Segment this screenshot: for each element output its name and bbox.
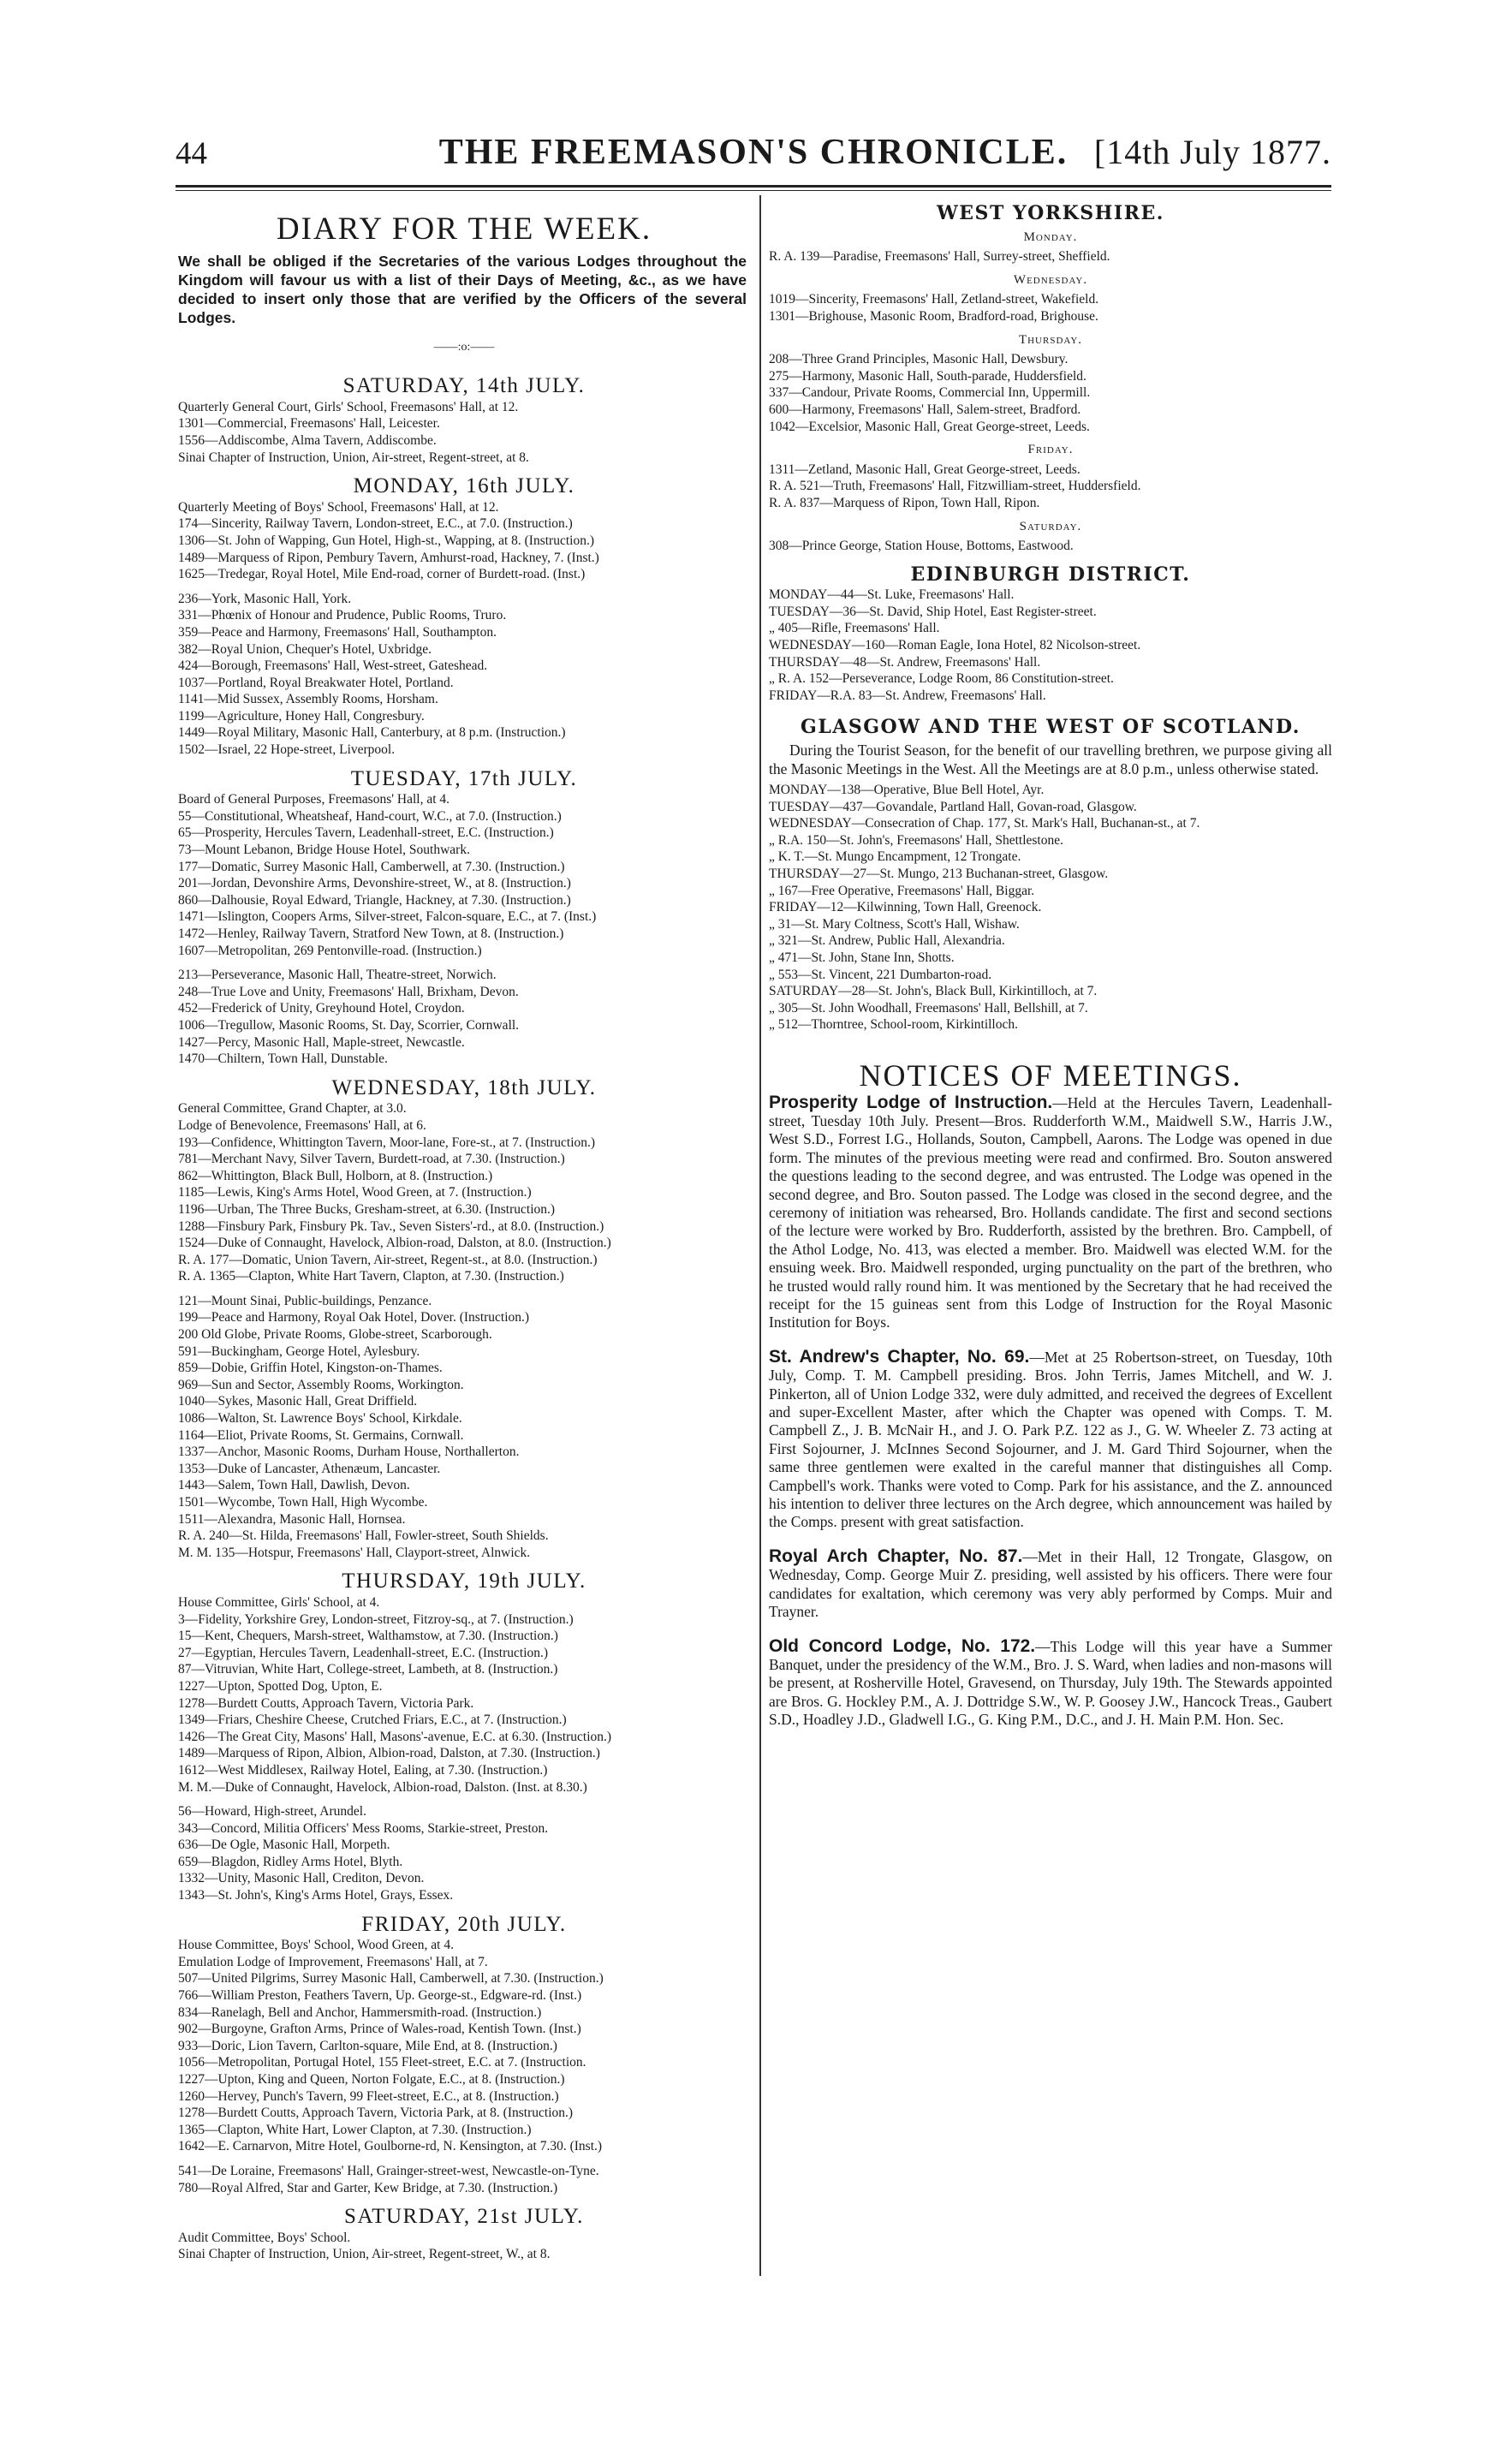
diary-entry: 636—De Ogle, Masonic Hall, Morpeth.	[178, 1838, 390, 1853]
edinburgh-entries	[769, 587, 1332, 704]
lodge-entry: 600—Harmony, Freemasons' Hall, Salem-street, Bradford.	[769, 402, 1081, 417]
diary-entry: Emulation Lodge of Improvement, Freemasons' Hall, at 7.	[178, 1954, 488, 1969]
diary-entry: 27—Egyptian, Hercules Tavern, Leadenhall-street, E.C. (Instruction.)	[178, 1645, 549, 1660]
day-heading: TUESDAY, 17th JULY.	[350, 766, 578, 790]
lodge-entry: THURSDAY—27—St. Mungo, 213 Buchanan-street, Glasgow.	[769, 867, 1109, 881]
diary-entry: R. A. 1365—Clapton, White Hart Tavern, Clapton, at 7.30. (Instruction.)	[178, 1269, 564, 1284]
lodge-entry: 1042—Excelsior, Masonic Hall, Great George-street, Leeds.	[769, 419, 1090, 434]
lodge-entry: „ 321—St. Andrew, Public Hall, Alexandria.	[769, 933, 1005, 949]
diary-entry: Audit Committee, Boys' School.	[178, 2230, 351, 2245]
lodge-entry: „ R. A. 152—Perseverance, Lodge Room, 86 Constitution-street.	[769, 671, 1114, 687]
diary-entry: Sinai Chapter of Instruction, Union, Air-street, Regent-street, W., at 8.	[178, 2247, 551, 2262]
diary-day	[178, 474, 750, 759]
diary-entry: 1006—Tregullow, Masonic Rooms, St. Day, Scorrier, Cornwall.	[178, 1017, 520, 1033]
weekday-heading: Wednesday.	[1013, 272, 1088, 287]
diary-entry: 201—Jordan, Devonshire Arms, Devonshire-street, W., at 8. (Instruction.)	[178, 876, 571, 891]
diary-entry: 1470—Chiltern, Town Hall, Dunstable.	[178, 1051, 388, 1067]
header-rule-thick	[176, 185, 1331, 188]
weekday-heading: Thursday.	[1018, 332, 1083, 347]
diary-entry: 1227—Upton, King and Queen, Norton Folgate, E.C., at 8. (Instruction.)	[178, 2072, 565, 2087]
diary-entry: 1278—Burdett Coutts, Approach Tavern, Victoria Park.	[178, 1695, 474, 1711]
lodge-entry: 1311—Zetland, Masonic Hall, Great George-street, Leeds.	[769, 462, 1080, 477]
diary-entry: 1086—Walton, St. Lawrence Boys' School, Kirkdale.	[178, 1411, 462, 1427]
diary-entry: 213—Perseverance, Masonic Hall, Theatre-street, Norwich.	[178, 968, 497, 983]
diary-entry: House Committee, Girls' School, at 4.	[178, 1594, 380, 1610]
diary-entry: 659—Blagdon, Ridley Arms Hotel, Blyth.	[178, 1854, 403, 1869]
diary-day	[178, 374, 750, 466]
diary-entry: 902—Burgoyne, Grafton Arms, Prince of Wales-road, Kentish Town. (Inst.)	[178, 2022, 581, 2037]
diary-entry: 359—Peace and Harmony, Freemasons' Hall, Southampton.	[178, 624, 497, 640]
entry-group	[178, 2163, 750, 2196]
diary-entry: General Committee, Grand Chapter, at 3.0.	[178, 1101, 407, 1117]
masthead-title: THE FREEMASON'S CHRONICLE.	[438, 133, 1069, 172]
lodge-entry: „ 553—St. Vincent, 221 Dumbarton-road.	[769, 967, 992, 982]
diary-entry: 1278—Burdett Coutts, Approach Tavern, Victoria Park, at 8. (Instruction.)	[178, 2106, 574, 2121]
diary-entry: 1164—Eliot, Private Rooms, St. Germains, Cornwall.	[178, 1427, 464, 1443]
left-column	[178, 202, 750, 2263]
lodge-entry: „ 405—Rifle, Freemasons' Hall.	[769, 621, 940, 636]
day-heading: WEDNESDAY, 18th JULY.	[331, 1075, 597, 1099]
day-heading: SATURDAY, 21st JULY.	[344, 2205, 584, 2229]
lodge-entry: R. A. 837—Marquess of Ripon, Town Hall, Ripon.	[769, 495, 1040, 510]
diary-entry: 1306—St. John of Wapping, Gun Hotel, High-st., Wapping, at 8. (Instruction.)	[178, 533, 595, 548]
lodge-entry: „ 31—St. Mary Coltness, Scott's Hall, Wishaw.	[769, 916, 1020, 932]
diary-entry: 248—True Love and Unity, Freemasons' Hall, Brixham, Devon.	[178, 984, 519, 999]
diary-entry: 424—Borough, Freemasons' Hall, West-street, Gateshead.	[178, 658, 488, 674]
glasgow-entries	[769, 782, 1332, 1033]
notice-body: —Met in their Hall, 12 Trongate, Glasgow, on Wednesday, Comp. George Muir Z. presiding, well assisted by his officers. There were four candidates for exaltation, which ceremony was very ably performed by Comps. Muir and Trayner.	[769, 1547, 1332, 1621]
notice-body: —Held at the Hercules Tavern, Leadenhall-street, Tuesday 10th July. Present—Bros. Rudderforth W.M., Maidwell S.W., Harris J.W., West S.D., Forrest I.G., Hollands, Souton, Campbell, Aarons. The Lodge was opened in due form. The minutes of the previous meeting were read and confirmed. Bro. Souton answered the questions leading to the second degree, and was entrusted. The Lodge was opened in the second degree, and Bro. Souton passed. The Lodge was closed in the second degree, and the ceremony of initiation was rehearsed, Bro. Hollands candidate. The first and second sections of the lecture were worked by Bro. Rudderforth, assisted by the brethren. Bro. Campbell, of the Athol Lodge, No. 413, was elected a member. Bro. Maidwell was elected W.M. for the ensuing week. Bro. Maidwell responded, urging punctuality on the part of the brethren, who he trusted would rally round him. It was mentioned by the Secretary that he had received the receipt for the 15 guineas sent from this Lodge of Instruction for the Royal Masonic Institution for Boys.	[769, 1093, 1332, 1331]
lodge-entry: R. A. 139—Paradise, Freemasons' Hall, Surrey-street, Sheffield.	[769, 249, 1110, 265]
diary-entry: 73—Mount Lebanon, Bridge House Hotel, Southwark.	[178, 843, 470, 858]
day-heading: MONDAY, 16th JULY.	[353, 474, 575, 498]
diary-day	[178, 766, 750, 1068]
glasgow-title: GLASGOW AND THE WEST OF SCOTLAND.	[801, 716, 1301, 739]
notice-body: —This Lodge will this year have a Summer Banquet, under the presidency of the W.M., Bro. J. S. Ward, when ladies and non-masons will be present, at Rosherville Hotel, Gravesend, on Thursday, July 19th. The Stewards appointed are Bros. G. Hockley P.M., A. J. Dottridge S.W., W. P. Goosey J.W., Hancock Treas., Gaubert S.D., Hoadley J.D., Gladwell I.G., G. King P.M., D.C., and J. H. Main P.M. Hon. Sec.	[769, 1637, 1333, 1729]
diary-day	[178, 1912, 750, 2197]
diary-entry: 541—De Loraine, Freemasons' Hall, Grainger-street-west, Newcastle-on-Tyne.	[178, 2163, 599, 2178]
lodge-entry: 275—Harmony, Masonic Hall, South-parade, Huddersfield.	[769, 368, 1086, 384]
diary-entry: 1337—Anchor, Masonic Rooms, Durham House, Northallerton.	[178, 1444, 520, 1460]
entry-group	[178, 1594, 750, 1796]
diary-entry: 1511—Alexandra, Masonic Hall, Hornsea.	[178, 1511, 406, 1527]
diary-entry: 933—Doric, Lion Tavern, Carlton-square, Mile End, at 8. (Instruction.)	[178, 2038, 557, 2053]
diary-entry: 1037—Portland, Royal Breakwater Hotel, Portland.	[178, 675, 454, 690]
diary-entry: 834—Ranelagh, Bell and Anchor, Hammersmith-road. (Instruction.)	[178, 2004, 542, 2020]
notice-body: —Met at 25 Robertson-street, on Tuesday, 10th July, Comp. T. M. Campbell presiding. Bros. John Terris, James Mitchell, and W. J. Pinkerton, all of Union Lodge 332, were duly admitted, and received the degrees of Excellent and super-Excellent Master, after which the Chapter was opened with Comps. T. M. Campbell Z., J. B. McNair H., and J. O. Park P.Z. 122 as J., G. W. Wheeler Z. 73 acting at First Sojourner, J. McInnes Second Sojourner, and J. M. Gard Third Sojourner, when the same three gentlemen were exalted in the careful manner that distinguishes all Comp. Campbell's work. Thanks were voted to Comp. Park for his assistance, and the Z. announced his intention to deliver three lectures on the Arch degree, which announcement was hailed by the Comps. present with great satisfaction.	[769, 1348, 1332, 1531]
column-divider	[759, 195, 761, 2276]
entry-group	[178, 1937, 750, 2155]
diary-entry: 1227—Upton, Spotted Dog, Upton, E.	[178, 1678, 383, 1694]
diary-entry: House Committee, Boys' School, Wood Green, at 4.	[178, 1938, 454, 1953]
entry-group	[178, 1293, 750, 1562]
diary-entry: 177—Domatic, Surrey Masonic Hall, Camberwell, at 7.30. (Instruction.)	[178, 859, 565, 874]
weekday-heading: Friday.	[1027, 443, 1074, 457]
diary-entry: 1556—Addiscombe, Alma Tavern, Addiscombe.	[178, 432, 437, 448]
diary-separator: ——:o:——	[433, 340, 495, 354]
diary-entry: 507—United Pilgrims, Surrey Masonic Hall, Camberwell, at 7.30. (Instruction.)	[178, 1971, 604, 1986]
diary-entry: 1056—Metropolitan, Portugal Hotel, 155 Fleet-street, E.C. at 7. (Instruction.	[178, 2055, 586, 2070]
lodge-entry: „ 167—Free Operative, Freemasons' Hall, Biggar.	[769, 883, 1035, 898]
page-number: 44	[176, 136, 207, 171]
diary-entry: 969—Sun and Sector, Assembly Rooms, Workington.	[178, 1377, 464, 1392]
diary-entry: 199—Peace and Harmony, Royal Oak Hotel, Dover. (Instruction.)	[178, 1310, 530, 1325]
diary-entry: 1472—Henley, Railway Tavern, Stratford New Town, at 8. (Instruction.)	[178, 926, 564, 941]
lodge-entry: „ 305—St. John Woodhall, Freemasons' Hall, Bellshill, at 7.	[769, 1000, 1088, 1016]
diary-entry: 121—Mount Sinai, Public-buildings, Penzance.	[178, 1293, 432, 1308]
entry-group	[178, 1100, 750, 1285]
diary-entry: 3—Fidelity, Yorkshire Grey, London-street, Fitzroy-sq., at 7. (Instruction.)	[178, 1611, 574, 1627]
diary-entry: 1365—Clapton, White Hart, Lower Clapton, at 7.30. (Instruction.)	[178, 2122, 532, 2137]
day-heading: THURSDAY, 19th JULY.	[342, 1570, 586, 1593]
lodge-entry: TUESDAY—36—St. David, Ship Hotel, East Register-street.	[769, 604, 1097, 619]
diary-entry: 15—Kent, Chequers, Marsh-street, Walthamstow, at 7.30. (Instruction.)	[178, 1629, 558, 1644]
diary-entry: 236—York, Masonic Hall, York.	[178, 591, 352, 606]
lodge-entry: THURSDAY—48—St. Andrew, Freemasons' Hall.	[769, 654, 1041, 670]
diary-day	[178, 2205, 750, 2263]
entry-group	[178, 967, 750, 1068]
diary-entry: 1288—Finsbury Park, Finsbury Pk. Tav., Seven Sisters'-rd., at 8.0. (Instruction.)	[178, 1218, 604, 1234]
notice-heading: Royal Arch Chapter, No. 87.	[769, 1546, 1023, 1566]
diary-entry: 1449—Royal Military, Masonic Hall, Canterbury, at 8 p.m. (Instruction.)	[178, 725, 566, 741]
entry-group	[178, 399, 750, 466]
diary-entry: 860—Dalhousie, Royal Edward, Triangle, Hackney, at 7.30. (Instruction.)	[178, 892, 571, 908]
diary-entry: 780—Royal Alfred, Star and Garter, Kew Bridge, at 7.30. (Instruction.)	[178, 2180, 558, 2195]
notices-list	[769, 1093, 1332, 1730]
diary-entry: Lodge of Benevolence, Freemasons' Hall, at 6.	[178, 1117, 426, 1133]
header-rule-thin	[176, 190, 1331, 191]
right-column	[769, 202, 1332, 1745]
diary-entry: 1196—Urban, The Three Bucks, Gresham-street, at 6.30. (Instruction.)	[178, 1201, 556, 1217]
lodge-entry: WEDNESDAY—160—Roman Eagle, Iona Hotel, 82 Nicolson-street.	[769, 638, 1141, 653]
lodge-entry: FRIDAY—12—Kilwinning, Town Hall, Greenock.	[769, 900, 1042, 915]
lodge-entry: 337—Candour, Private Rooms, Commercial Inn, Uppermill.	[769, 385, 1091, 401]
diary-entry: M. M.—Duke of Connaught, Havelock, Albion-road, Dalston. (Inst. at 8.30.)	[178, 1779, 587, 1795]
entry-group	[178, 499, 750, 583]
diary-entry: 862—Whittington, Black Bull, Holborn, at 8. (Instruction.)	[178, 1168, 493, 1183]
diary-entry: 1607—Metropolitan, 269 Pentonville-road. (Instruction.)	[178, 943, 482, 958]
lodge-entry: 1019—Sincerity, Freemasons' Hall, Zetland-street, Wakefield.	[769, 292, 1099, 307]
diary-day	[178, 1075, 750, 1562]
lodge-entry: R. A. 521—Truth, Freemasons' Hall, Fitzwilliam-street, Huddersfield.	[769, 479, 1141, 494]
diary-entry: 193—Confidence, Whittington Tavern, Moor-lane, Fore-st., at 7. (Instruction.)	[178, 1135, 596, 1150]
day-heading: FRIDAY, 20th JULY.	[361, 1912, 567, 1936]
diary-entry: 1524—Duke of Connaught, Havelock, Albion-road, Dalston, at 8.0. (Instruction.)	[178, 1236, 611, 1251]
diary-entry: 1625—Tredegar, Royal Hotel, Mile End-road, corner of Burdett-road. (Inst.)	[178, 567, 586, 582]
diary-entry: 1471—Islington, Coopers Arms, Silver-street, Falcon-square, E.C., at 7. (Inst.)	[178, 909, 597, 925]
diary-entry: 1349—Friars, Cheshire Cheese, Crutched Friars, E.C., at 7. (Instruction.)	[178, 1712, 567, 1728]
diary-entry: 591—Buckingham, George Hotel, Aylesbury.	[178, 1343, 420, 1359]
lodge-entry: „ 471—St. John, Stane Inn, Shotts.	[769, 950, 955, 965]
diary-entry: 331—Phœnix of Honour and Prudence, Public Rooms, Truro.	[178, 608, 507, 623]
weekday-heading: Monday.	[1023, 229, 1078, 244]
diary-entry: 1489—Marquess of Ripon, Albion, Albion-road, Dalston, at 7.30. (Instruction.)	[178, 1746, 600, 1761]
diary-entry: 1199—Agriculture, Honey Hall, Congresbury.	[178, 708, 425, 724]
lodge-entry: WEDNESDAY—Consecration of Chap. 177, St. Mark's Hall, Buchanan-st., at 7.	[769, 816, 1200, 831]
diary-intro: We shall be obliged if the Secretaries of the various Lodges throughout the Kingdom will favour us with a list of their Days of Meeting, &c., as we have decided to insert only those that are verified by the Officers of the several Lodges.	[178, 252, 747, 326]
entry-group	[178, 591, 750, 759]
issue-date: [14th July 1877.	[1093, 133, 1331, 171]
glasgow-intro: During the Tourist Season, for the benefit of our travelling brethren, we purpose giving all the Masonic Meetings in the West. All the Meetings are at 8.0 p.m., unless otherwise stated.	[769, 742, 1332, 777]
diary-entry: 859—Dobie, Griffin Hotel, Kingston-on-Thames.	[178, 1361, 443, 1376]
diary-entry: 1426—The Great City, Masons' Hall, Masons'-avenue, E.C. at 6.30. (Instruction.)	[178, 1729, 612, 1744]
page-header	[176, 128, 1331, 176]
entry-group	[178, 2230, 750, 2263]
lodge-entry: „ R.A. 150—St. John's, Freemasons' Hall, Shettlestone.	[769, 832, 1063, 848]
diary-entry: 1141—Mid Sussex, Assembly Rooms, Horsham.	[178, 692, 438, 707]
diary-entry: 174—Sincerity, Railway Tavern, London-street, E.C., at 7.0. (Instruction.)	[178, 516, 573, 532]
lodge-entry: FRIDAY—R.A. 83—St. Andrew, Freemasons' Hall.	[769, 688, 1046, 703]
meeting-notice	[769, 1637, 1332, 1730]
diary-entry: M. M. 135—Hotspur, Freemasons' Hall, Clayport-street, Alnwick.	[178, 1545, 531, 1560]
lodge-entry: TUESDAY—437—Govandale, Partland Hall, Govan-road, Glasgow.	[769, 799, 1137, 814]
lodge-entry: „ K. T.—St. Mungo Encampment, 12 Trongate.	[769, 849, 1021, 865]
diary-entry: 781—Merchant Navy, Silver Tavern, Burdett-road, at 7.30. (Instruction.)	[178, 1152, 565, 1167]
diary-entry: 382—Royal Union, Chequer's Hotel, Uxbridge.	[178, 641, 432, 657]
diary-entry: 1612—West Middlesex, Railway Hotel, Ealing, at 7.30. (Instruction.)	[178, 1762, 548, 1778]
diary-entry: 1260—Hervey, Punch's Tavern, 99 Fleet-street, E.C., at 8. (Instruction.)	[178, 2088, 559, 2104]
lodge-entry: 208—Three Grand Principles, Masonic Hall, Dewsbury.	[769, 352, 1069, 367]
diary-entry: 1489—Marquess of Ripon, Pembury Tavern, Amhurst-road, Hackney, 7. (Inst.)	[178, 550, 599, 565]
diary-entry: Quarterly General Court, Girls' School, Freemasons' Hall, at 12.	[178, 399, 519, 414]
diary-entry: 1343—St. John's, King's Arms Hotel, Grays, Essex.	[178, 1888, 454, 1903]
diary-entry: 1301—Commercial, Freemasons' Hall, Leicester.	[178, 416, 440, 432]
notice-heading: Old Concord Lodge, No. 172.	[769, 1635, 1036, 1656]
lodge-entry: 308—Prince George, Station House, Bottoms, Eastwood.	[769, 539, 1074, 554]
notice-heading: St. Andrew's Chapter, No. 69.	[769, 1346, 1030, 1367]
diary-entry: 1353—Duke of Lancaster, Athenæum, Lancaster.	[178, 1461, 441, 1476]
diary-entry: 1642—E. Carnarvon, Mitre Hotel, Goulborne-rd, N. Kensington, at 7.30. (Inst.)	[178, 2139, 603, 2154]
diary-entry: 56—Howard, High-street, Arundel.	[178, 1804, 366, 1820]
diary-entry: 452—Frederick of Unity, Greyhound Hotel, Croydon.	[178, 1001, 465, 1016]
diary-days	[178, 374, 750, 2263]
weekday-heading: Saturday.	[1019, 519, 1082, 533]
notice-heading: Prosperity Lodge of Instruction.	[769, 1092, 1053, 1112]
notices-title: NOTICES OF MEETINGS.	[859, 1057, 1242, 1093]
diary-entry: R. A. 177—Domatic, Union Tavern, Air-street, Regent-st., at 8.0. (Instruction.)	[178, 1252, 598, 1267]
diary-entry: 87—Vitruvian, White Hart, College-street, Lambeth, at 8. (Instruction.)	[178, 1662, 558, 1677]
diary-entry: Board of General Purposes, Freemasons' Hall, at 4.	[178, 792, 450, 807]
diary-day	[178, 1570, 750, 1903]
meeting-notice	[769, 1093, 1332, 1332]
entry-group	[178, 1803, 750, 1904]
diary-entry: Sinai Chapter of Instruction, Union, Air-street, Regent-street, at 8.	[178, 450, 529, 465]
diary-entry: R. A. 240—St. Hilda, Freemasons' Hall, Fowler-street, South Shields.	[178, 1528, 549, 1544]
west-yorkshire-title: WEST YORKSHIRE.	[937, 202, 1164, 224]
entry-group	[178, 791, 750, 959]
diary-entry: 1501—Wycombe, Town Hall, High Wycombe.	[178, 1495, 428, 1510]
meeting-notice	[769, 1547, 1332, 1622]
diary-entry: 1502—Israel, 22 Hope-street, Liverpool.	[178, 742, 396, 758]
diary-entry: 65—Prosperity, Hercules Tavern, Leadenhall-street, E.C. (Instruction.)	[178, 825, 554, 841]
edinburgh-title: EDINBURGH DISTRICT.	[910, 563, 1191, 586]
diary-entry: Quarterly Meeting of Boys' School, Freemasons' Hall, at 12.	[178, 499, 499, 515]
lodge-entry: SATURDAY—28—St. John's, Black Bull, Kirkintilloch, at 7.	[769, 984, 1098, 999]
lodge-entry: „ 512—Thorntree, School-room, Kirkintilloch.	[769, 1017, 1018, 1033]
lodge-entry: MONDAY—44—St. Luke, Freemasons' Hall.	[769, 587, 1015, 603]
diary-entry: 343—Concord, Militia Officers' Mess Rooms, Starkie-street, Preston.	[178, 1820, 549, 1836]
diary-title: DIARY FOR THE WEEK.	[276, 211, 652, 247]
lodge-entry: MONDAY—138—Operative, Blue Bell Hotel, Ayr.	[769, 783, 1045, 798]
day-heading: SATURDAY, 14th JULY.	[342, 374, 586, 398]
diary-entry: 200 Old Globe, Private Rooms, Globe-street, Scarborough.	[178, 1327, 492, 1343]
meeting-notice	[769, 1348, 1332, 1532]
diary-entry: 1443—Salem, Town Hall, Dawlish, Devon.	[178, 1478, 410, 1493]
lodge-entry: 1301—Brighouse, Masonic Room, Bradford-road, Brighouse.	[769, 308, 1098, 324]
diary-entry: 1185—Lewis, King's Arms Hotel, Wood Green, at 7. (Instruction.)	[178, 1185, 532, 1200]
west-yorkshire-sections	[769, 229, 1332, 555]
diary-entry: 766—William Preston, Feathers Tavern, Up. George-st., Edgware-rd. (Inst.)	[178, 1988, 582, 2004]
diary-entry: 55—Constitutional, Wheatsheaf, Hand-court, W.C., at 7.0. (Instruction.)	[178, 808, 562, 824]
diary-entry: 1040—Sykes, Masonic Hall, Great Driffield.	[178, 1394, 418, 1409]
diary-entry: 1332—Unity, Masonic Hall, Crediton, Devon.	[178, 1871, 425, 1886]
diary-entry: 1427—Percy, Masonic Hall, Maple-street, Newcastle.	[178, 1034, 465, 1050]
